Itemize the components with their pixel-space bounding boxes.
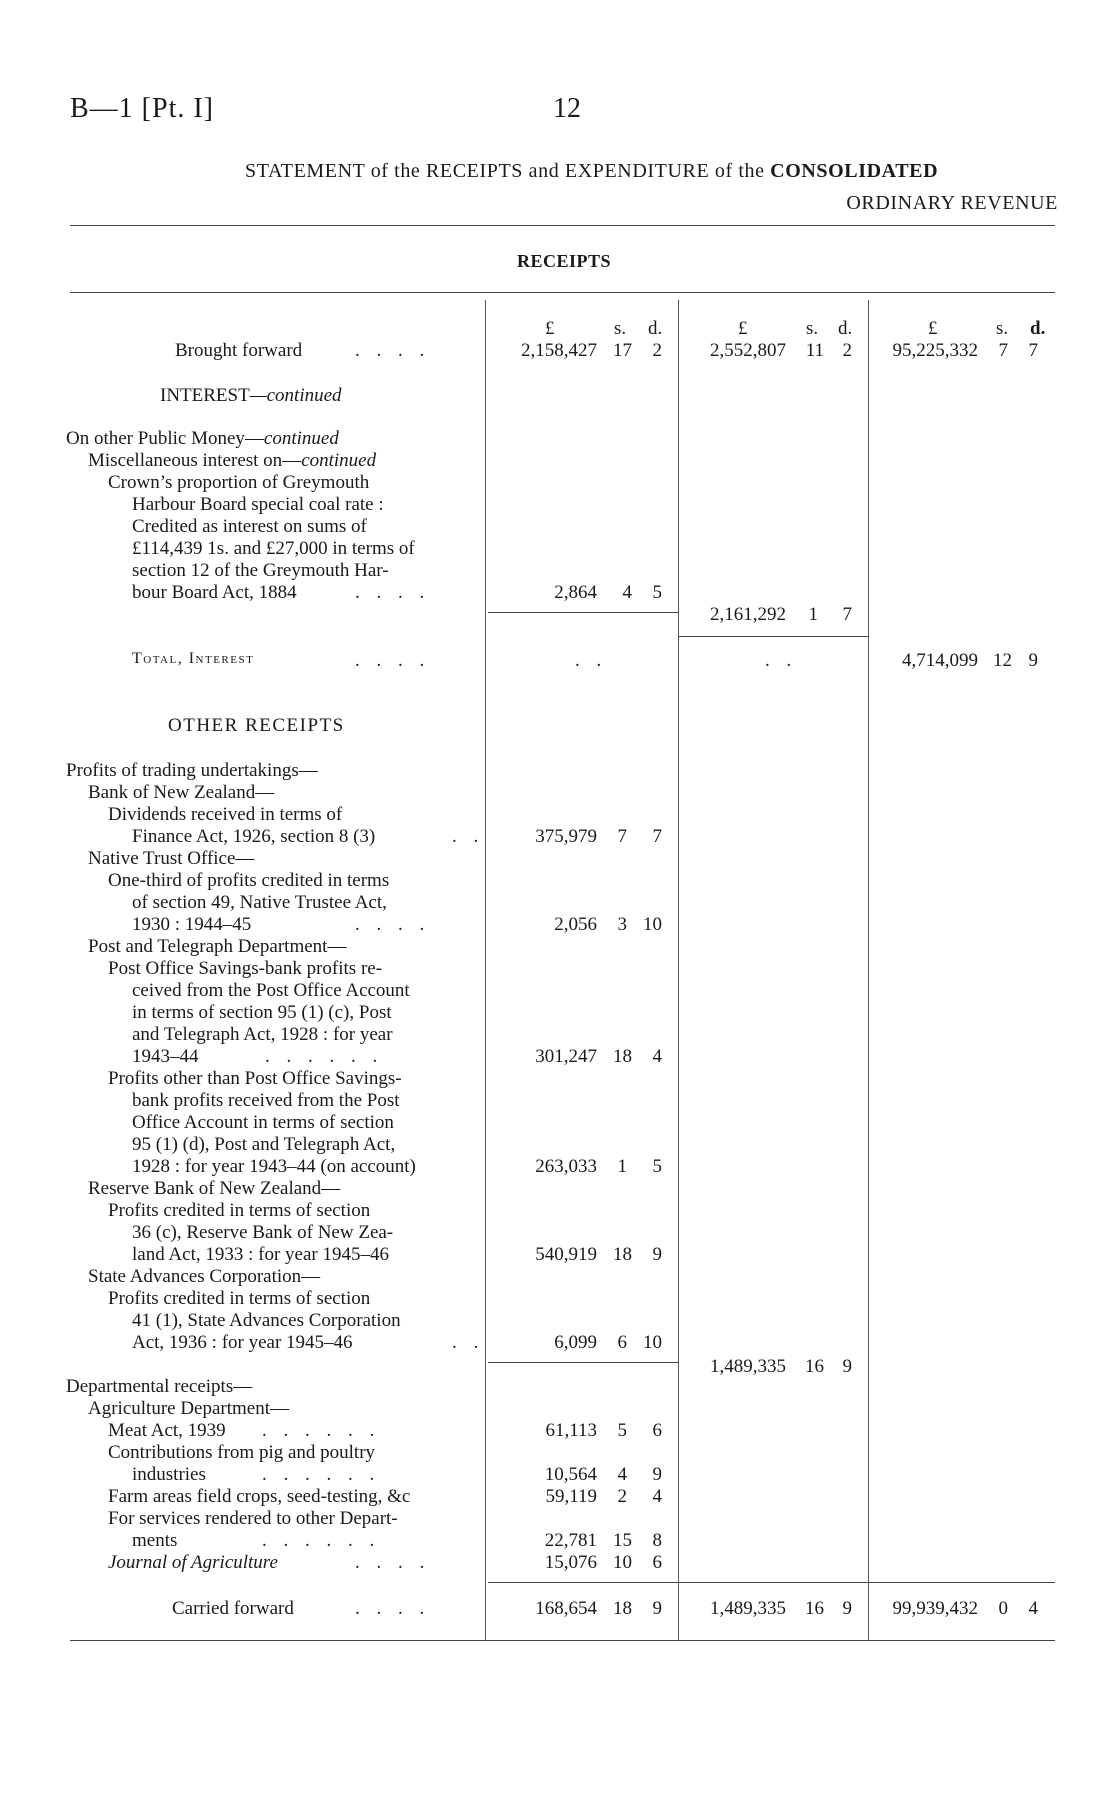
interest-heading: INTEREST—continued [160,385,342,406]
col2-pence-header: d. [838,318,853,339]
post-savings-pence: 4 [652,1046,662,1067]
post-other-shillings: 1 [617,1156,627,1177]
journal-pounds: 15,076 [544,1552,597,1573]
brought-forward-c3-shillings: 7 [998,340,1008,361]
col1-pound-header: £ [545,318,555,339]
services-leader: . . . . . . [262,1530,381,1551]
title-rule [70,225,1055,226]
meat-act-pounds: 61,113 [545,1420,597,1441]
bottom-rule [70,1640,1055,1641]
greymouth-pounds: 2,864 [554,582,597,603]
column-divider-3 [868,300,869,1640]
journal-leader: . . . . [355,1552,431,1573]
brought-forward-c2-shillings: 11 [805,340,824,361]
pig-poultry-pence: 9 [652,1464,662,1485]
bnz-leader: . . [452,826,485,847]
interest-line-1: On other Public Money—continued [66,428,339,449]
farm-areas-pence: 4 [652,1486,662,1507]
other-line-22: 36 (c), Reserve Bank of New Zea- [132,1222,394,1243]
receipts-heading: RECEIPTS [517,251,612,271]
total-interest-c2-dots: . . [765,650,798,671]
dept-line-1: Departmental receipts— [66,1376,253,1397]
native-trust-leader: . . . . [355,914,431,935]
column-divider-1 [485,300,486,1640]
total-interest-pounds: 4,714,099 [902,650,978,671]
other-line-19: 1928 : for year 1943–44 (on account) [132,1156,416,1177]
other-line-2: Bank of New Zealand— [88,782,275,803]
carried-forward-c1-shillings: 18 [613,1598,632,1619]
trading-subtotal-pence: 9 [842,1356,852,1377]
other-line-16: bank profits received from the Post [132,1090,400,1111]
col1-shillings-header: s. [614,318,627,339]
carried-forward-c3-pounds: 99,939,432 [892,1598,978,1619]
native-trust-pounds: 2,056 [554,914,597,935]
native-trust-pence: 10 [643,914,662,935]
interest-leader: . . . . [355,582,431,603]
interest-total-rule [678,636,868,637]
other-line-26: 41 (1), State Advances Corporation [132,1310,401,1331]
interest-line-4: Harbour Board special coal rate : [132,494,384,515]
brought-forward-c3-pence: 7 [1028,340,1038,361]
interest-line-8: bour Board Act, 1884 [132,582,297,603]
interest-line-6: £114,439 1s. and £27,000 in terms of [132,538,415,559]
header-rule [70,292,1055,293]
journal-shillings: 10 [613,1552,632,1573]
dept-line-6: Farm areas field crops, seed-testing, &c [108,1486,411,1507]
other-line-4: Finance Act, 1926, section 8 (3) [132,826,376,847]
total-interest-leader: . . . . [355,650,431,671]
farm-areas-shillings: 2 [617,1486,627,1507]
carried-forward-c3-pence: 4 [1028,1598,1038,1619]
brought-forward-label: Brought forward [175,340,303,361]
interest-line-3: Crown’s proportion of Greymouth [108,472,370,493]
services-shillings: 15 [613,1530,632,1551]
other-line-5: Native Trust Office— [88,848,255,869]
farm-areas-pounds: 59,119 [545,1486,597,1507]
services-pounds: 22,781 [544,1530,597,1551]
carried-forward-top-rule [488,1582,1055,1583]
other-line-3: Dividends received in terms of [108,804,343,825]
brought-forward-c3-pounds: 95,225,332 [892,340,978,361]
brought-forward-leader: . . . . [355,340,431,361]
brought-forward-c2-pounds: 2,552,807 [710,340,786,361]
services-pence: 8 [652,1530,662,1551]
pig-poultry-shillings: 4 [617,1464,627,1485]
state-advances-pounds: 6,099 [554,1332,597,1353]
reserve-bank-shillings: 18 [613,1244,632,1265]
post-other-pounds: 263,033 [535,1156,597,1177]
dept-line-4: Contributions from pig and poultry [108,1442,376,1463]
trading-subtotal-shillings: 16 [805,1356,824,1377]
title-prefix: STATEMENT of the RECEIPTS and EXPENDITURE of the [245,160,765,182]
col2-pound-header: £ [738,318,748,339]
other-line-10: Post Office Savings-bank profits re- [108,958,383,979]
other-line-17: Office Account in terms of section [132,1112,394,1133]
other-line-13: and Telegraph Act, 1928 : for year [132,1024,393,1045]
interest-subtotal-pence: 7 [842,604,852,625]
interest-subtotal-rule [488,612,678,613]
post-savings-pounds: 301,247 [535,1046,597,1067]
greymouth-pence: 5 [652,582,662,603]
dept-line-3: Meat Act, 1939 [108,1420,226,1441]
brought-forward-c1-pence: 2 [652,340,662,361]
other-line-7: of section 49, Native Trustee Act, [132,892,387,913]
page-number: 12 [553,93,581,124]
other-line-15: Profits other than Post Office Savings- [108,1068,402,1089]
carried-forward-c1-pence: 9 [652,1598,662,1619]
other-line-9: Post and Telegraph Department— [88,936,347,957]
post-savings-leader: . . . . . . [265,1046,384,1067]
carried-forward-c2-pence: 9 [842,1598,852,1619]
pig-leader: . . . . . . [262,1464,381,1485]
dept-line-2: Agriculture Department— [88,1398,290,1419]
carried-forward-leader: . . . . [355,1598,431,1619]
total-interest-c1-dots: . . [575,650,608,671]
col3-pence-header: d. [1030,318,1046,339]
journal-pence: 6 [652,1552,662,1573]
carried-forward-c1-pounds: 168,654 [535,1598,597,1619]
section-reference: B—1 [Pt. I] [70,93,214,124]
other-line-1: Profits of trading undertakings— [66,760,318,781]
interest-line-5: Credited as interest on sums of [132,516,367,537]
dept-line-7: For services rendered to other Depart- [108,1508,398,1529]
carried-forward-label: Carried forward [172,1598,294,1619]
other-line-27: Act, 1936 : for year 1945–46 [132,1332,353,1353]
bnz-pence: 7 [652,826,662,847]
greymouth-shillings: 4 [622,582,632,603]
post-savings-shillings: 18 [613,1046,632,1067]
carried-forward-c2-pounds: 1,489,335 [710,1598,786,1619]
state-advances-leader: . . [452,1332,485,1353]
other-line-8: 1930 : 1944–45 [132,914,252,935]
other-receipts-heading: OTHER RECEIPTS [168,715,345,736]
trading-subtotal-rule [488,1362,678,1363]
dept-line-5: industries [132,1464,206,1485]
interest-subtotal-pounds: 2,161,292 [710,604,786,625]
dept-line-8: ments [132,1530,178,1551]
other-line-6: One-third of profits credited in terms [108,870,390,891]
carried-forward-c3-shillings: 0 [998,1598,1008,1619]
native-trust-shillings: 3 [617,914,627,935]
bnz-shillings: 7 [617,826,627,847]
meat-act-shillings: 5 [617,1420,627,1441]
other-line-24: State Advances Corporation— [88,1266,321,1287]
title-bold: CONSOLIDATED [770,160,939,182]
other-line-25: Profits credited in terms of section [108,1288,371,1309]
total-interest-pence: 9 [1028,650,1038,671]
other-line-12: in terms of section 95 (1) (c), Post [132,1002,392,1023]
statement-title-line2: ORDINARY REVENUE [846,192,1058,214]
trading-subtotal-pounds: 1,489,335 [710,1356,786,1377]
interest-line-7: section 12 of the Greymouth Har- [132,560,389,581]
state-advances-pence: 10 [643,1332,662,1353]
dept-line-9: Journal of Agriculture [108,1552,278,1573]
brought-forward-c1-pounds: 2,158,427 [521,340,597,361]
other-line-14: 1943–44 [132,1046,199,1067]
interest-line-2: Miscellaneous interest on—continued [88,450,377,471]
interest-subtotal-shillings: 1 [808,604,818,625]
meat-act-pence: 6 [652,1420,662,1441]
other-line-21: Profits credited in terms of section [108,1200,371,1221]
other-line-18: 95 (1) (d), Post and Telegraph Act, [132,1134,396,1155]
total-interest-label: Total, Interest [132,650,255,667]
col3-pound-header: £ [928,318,938,339]
brought-forward-c2-pence: 2 [842,340,852,361]
col3-shillings-header: s. [996,318,1009,339]
meat-act-leader: . . . . . . [262,1420,381,1441]
other-line-23: land Act, 1933 : for year 1945–46 [132,1244,389,1265]
other-line-11: ceived from the Post Office Account [132,980,410,1001]
reserve-bank-pence: 9 [652,1244,662,1265]
total-interest-shillings: 12 [993,650,1012,671]
state-advances-shillings: 6 [617,1332,627,1353]
brought-forward-c1-shillings: 17 [613,340,632,361]
pig-poultry-pounds: 10,564 [544,1464,597,1485]
reserve-bank-pounds: 540,919 [535,1244,597,1265]
other-line-20: Reserve Bank of New Zealand— [88,1178,341,1199]
carried-forward-c2-shillings: 16 [805,1598,824,1619]
statement-title-line1 [245,160,938,183]
bnz-pounds: 375,979 [535,826,597,847]
col2-shillings-header: s. [806,318,819,339]
column-divider-2 [678,300,679,1640]
col1-pence-header: d. [648,318,663,339]
post-other-pence: 5 [652,1156,662,1177]
